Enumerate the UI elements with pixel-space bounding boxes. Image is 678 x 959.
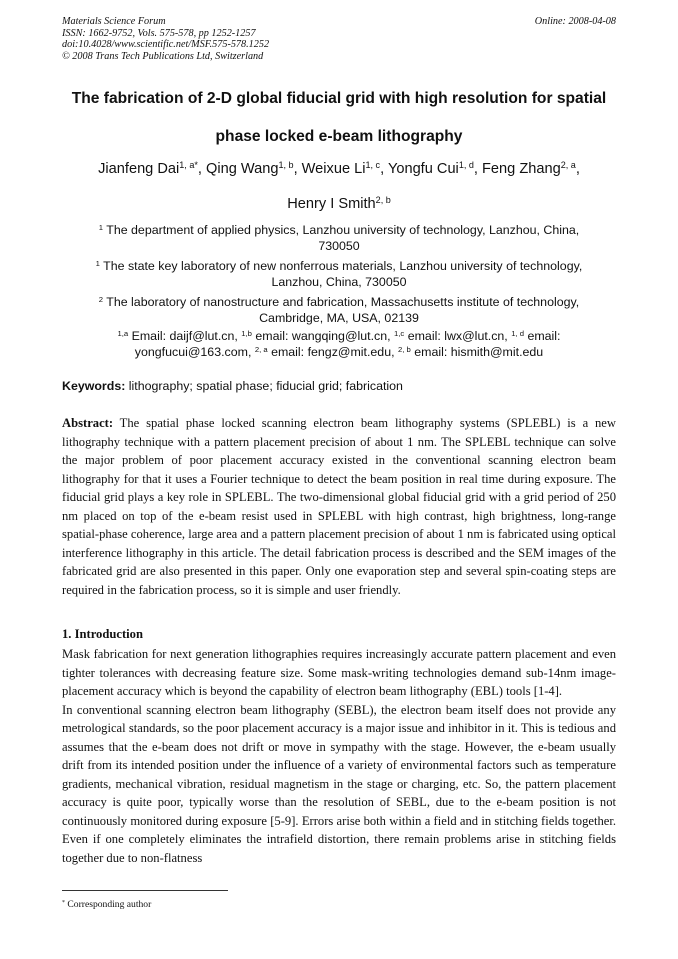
journal-header <box>62 16 616 62</box>
author-affil-mark: 1, c <box>365 160 381 171</box>
author-affil-mark: 1, d <box>458 160 474 171</box>
email-block <box>62 328 616 360</box>
section-heading-introduction: 1. Introduction <box>62 627 143 641</box>
affiliation-text: Lanzhou, China, 730050 <box>271 275 407 289</box>
paper-title-line-2: phase locked e-beam lithography <box>215 128 463 145</box>
author-name: Jianfeng Dai <box>98 161 180 177</box>
affiliation-2 <box>62 258 616 290</box>
author-list-line-1 <box>40 161 638 177</box>
footnote-mark: * <box>62 899 65 906</box>
author-name: Qing Wang <box>206 161 279 177</box>
affiliation-mark: 2 <box>98 294 104 304</box>
author-name: Henry I Smith <box>287 196 376 212</box>
paragraph: Mask fabrication for next generation lithographies requires increasingly accurate pattern placement and even tighter tolerances with decreasing feature size. Some mask-writing technologies demand sub-14nm image-placement accuracy which is beyond the capability of electron beam lithography (EBL) tools [1-4]. <box>62 647 616 698</box>
journal-name: Materials Science Forum <box>62 16 166 27</box>
email-mark: 1,b <box>241 328 252 338</box>
author-name: Feng Zhang <box>482 161 561 177</box>
email-text: email: hismith@mit.edu <box>414 345 544 359</box>
abstract <box>62 414 616 599</box>
keywords-label: Keywords: <box>62 379 126 393</box>
affiliation-text: The state key laboratory of new nonferrous materials, Lanzhou university of technology, <box>103 259 583 273</box>
author-separator: , <box>575 161 580 177</box>
author-separator: , <box>473 161 483 177</box>
author-affil-mark: 1, a* <box>179 160 198 171</box>
author-separator: , <box>197 161 206 177</box>
author-name: Yongfu Cui <box>387 161 459 177</box>
affiliation-text: The laboratory of nanostructure and fabrication, Massachusetts institute of technology, <box>106 295 580 309</box>
introduction-body <box>62 645 616 867</box>
author-affil-mark: 1, b <box>278 160 294 171</box>
email-text: email: fengz@mit.edu, <box>271 345 398 359</box>
copyright-line: © 2008 Trans Tech Publications Ltd, Switzerland <box>62 50 264 62</box>
affiliation-mark: 1 <box>95 258 100 268</box>
issn-line: ISSN: 1662-9752, Vols. 575-578, pp 1252-1257 <box>62 27 256 39</box>
email-text: email: lwx@lut.cn, <box>407 329 512 343</box>
footnote-text: Corresponding author <box>64 899 152 910</box>
abstract-text: The spatial phase locked scanning electron beam lithography systems (SPLEBL) is a new lithography technique with a pattern placement precision of about 1 nm. The SPLEBL technique can solve the major problem of poor placement accuracy existed in the conventional scanning electron beam lithography for that it uses a Fourier technique to detect the beam position in real time during exposure. The fiducial grid plays a key role in SPLEBL. The two-dimensional global fiducial grid with a grid period of 250 nm placed on top of the e-beam resist used in SPLEBL with high contrast, high brightness, long-range spatial-phase coherence, large area and a pattern placement precision of about 1 nm is fabricated using optical interference lithography in this article. The detail fabrication process is described and the SEM images of the fabricated grid are also presented in this paper. Only one evaporation step and several spin-coating steps are required in the fabrication process, so it is simple and user friendly. <box>62 416 617 597</box>
affiliation-text: Cambridge, MA, USA, 02139 <box>259 311 419 325</box>
keywords-text: lithography; spatial phase; fiducial grid; fabrication <box>125 379 403 393</box>
email-mark: 1,a <box>117 328 129 338</box>
email-mark: 2, b <box>397 344 411 354</box>
paper-title-line-1: The fabrication of 2-D global fiducial grid with high resolution for spatial <box>71 90 607 107</box>
affiliation-mark: 1 <box>98 222 104 232</box>
email-text: email: yongfucui@163.com, <box>134 329 561 359</box>
keywords <box>62 379 403 393</box>
abstract-label: Abstract: <box>62 416 114 430</box>
affiliation-1 <box>62 222 616 254</box>
affiliation-3 <box>62 294 616 326</box>
author-list-line-2 <box>40 196 638 212</box>
author-separator: , <box>293 161 302 177</box>
paragraph: In conventional scanning electron beam lithography (SEBL), the electron beam itself does not provide any metrological standards, so the poor placement accuracy is a major issue and inhibitor in it. This is tedious and assumes that the e-beam does not drift or move in sympathy with the stage. However, the e-beam usually drift from its intended position under the influence of a variety of environmental factors such as temperature gradients, mechanical vibration, residual magnetism in the stage or charging, etc. So, the pattern placement accuracy is quite poor, typically worse than the resolution of SEBL, due to the e-beam position is not continuously monitored during exposure [5-9]. Errors arise both within a field and in stitching fields together. Even if one completely eliminates the intrafield distortion, there remain problems arise in stitching fields together due to non-flatness <box>62 702 616 865</box>
doi-line: doi:10.4028/www.scientific.net/MSF.575-578.1252 <box>62 39 270 51</box>
email-mark: 1, d <box>511 328 524 338</box>
online-date: Online: 2008-04-08 <box>534 16 616 27</box>
author-affil-mark: 2, a <box>560 160 576 171</box>
email-mark: 2, a <box>254 344 268 354</box>
author-affil-mark: 2, b <box>375 195 391 206</box>
email-mark: 1,c <box>394 328 405 338</box>
affiliation-text: 730050 <box>318 239 360 253</box>
author-name: Weixue Li <box>301 161 366 177</box>
affiliation-text: The department of applied physics, Lanzhou university of technology, Lanzhou, China, <box>106 223 580 237</box>
email-text: email: wangqing@lut.cn, <box>255 329 395 343</box>
email-text: Email: daijf@lut.cn, <box>131 329 242 343</box>
footnote <box>62 899 151 910</box>
author-separator: , <box>380 161 388 177</box>
footnote-divider <box>62 890 228 891</box>
